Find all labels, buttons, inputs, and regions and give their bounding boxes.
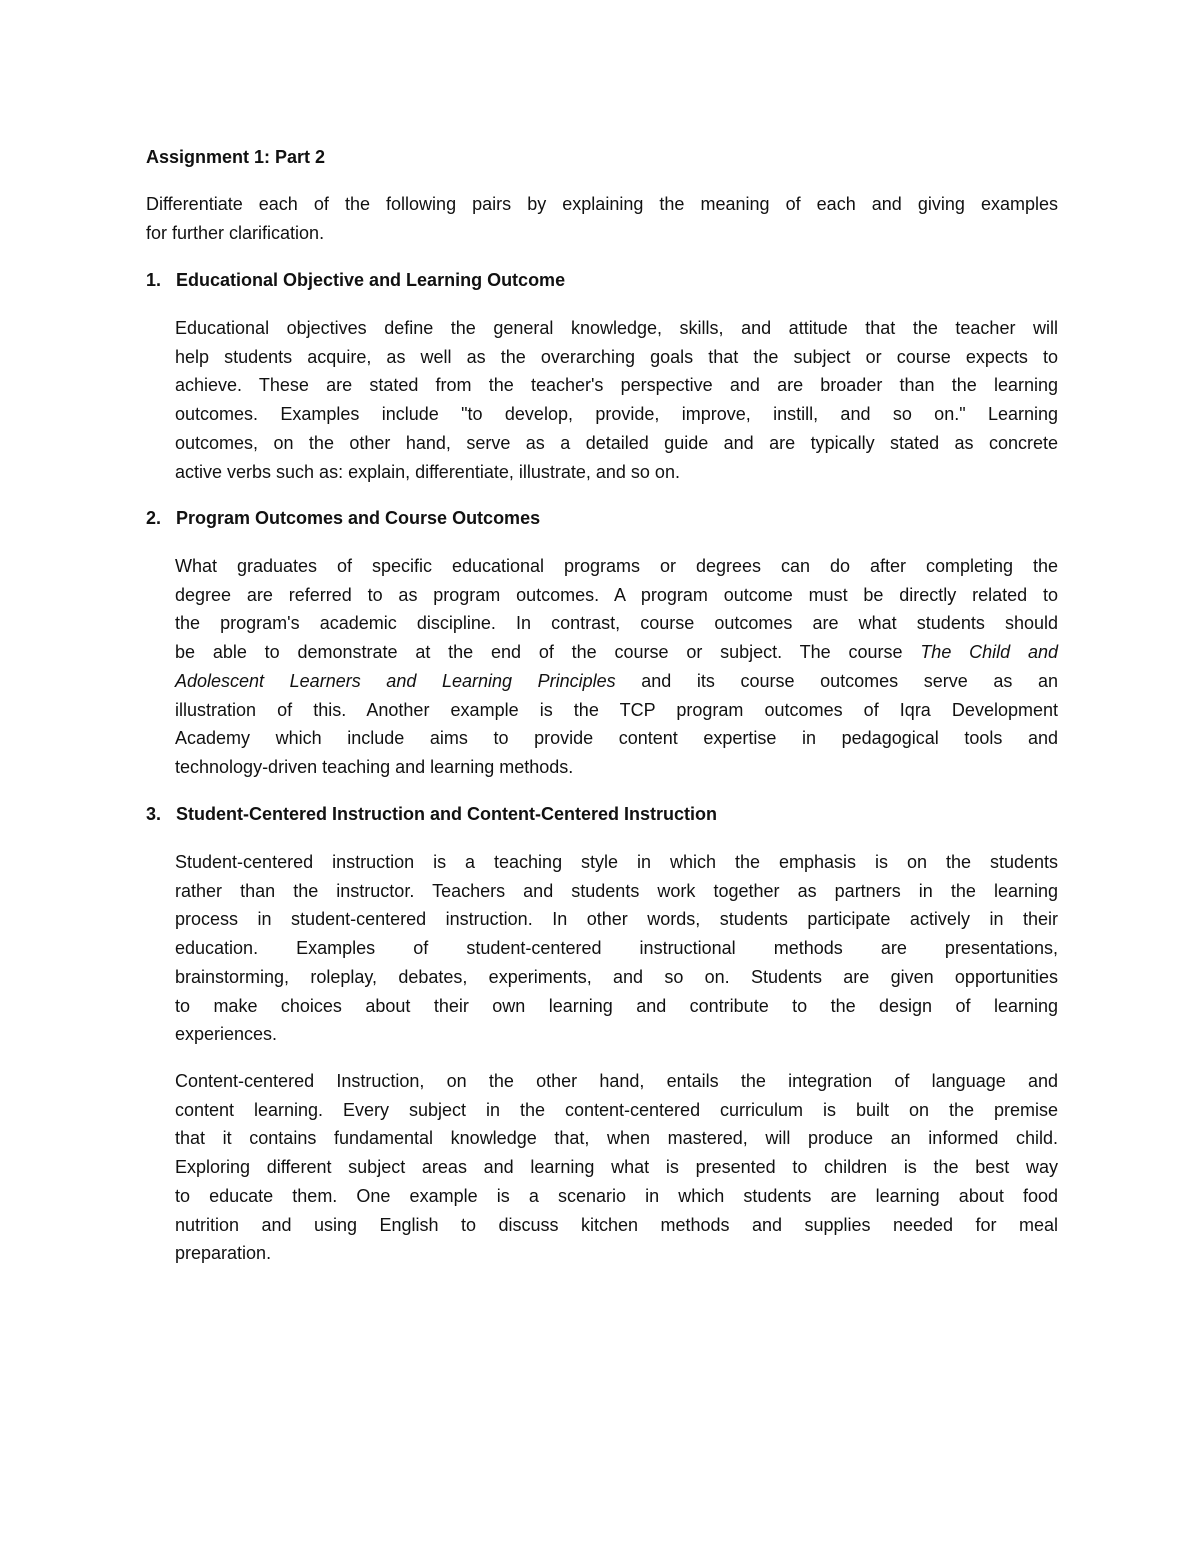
text-segment: process in student-centered instruction. In other words, students participate actively in their: [175, 909, 1058, 930]
text-segment: to make choices about their own learning and contribute to the design of learning: [175, 995, 1058, 1016]
text-line: [175, 1153, 1058, 1182]
text-segment: active verbs such as: explain, differentiate, illustrate, and so on.: [175, 461, 680, 482]
section-number: 3.: [146, 804, 162, 824]
text-segment: for further clarification.: [146, 222, 325, 243]
text-segment: nutrition and using English to discuss kitchen methods and supplies needed for meal: [175, 1214, 1058, 1235]
text-line: [146, 190, 1058, 219]
text-line: [175, 1182, 1058, 1211]
section-3-paragraph-1: [175, 848, 1058, 1049]
section-heading-text: Student-Centered Instruction and Content-Centered Instruction: [176, 804, 718, 824]
text-segment: be able to demonstrate at the end of the course or subject. The course: [175, 642, 921, 663]
text-segment: achieve. These are stated from the teacher's perspective and are broader than the learning: [175, 375, 1058, 396]
text-segment: degree are referred to as program outcomes. A program outcome must be directly related to: [175, 584, 1058, 605]
section-3-paragraph-2: [175, 1067, 1058, 1268]
text-line: [175, 552, 1058, 581]
text-segment: illustration of this. Another example is the TCP program outcomes of Iqra Development: [175, 699, 1058, 720]
text-segment: Exploring different subject areas and learning what is presented to children is the best way: [175, 1157, 1058, 1178]
text-line: [175, 667, 1058, 696]
text-line: [175, 1067, 1058, 1096]
text-segment: content learning. Every subject in the content-centered curriculum is built on the premise: [175, 1099, 1058, 1120]
text-line: [175, 753, 1058, 782]
text-line: [175, 934, 1058, 963]
italic-title-text: Adolescent Learners and Learning Principles: [175, 670, 616, 691]
text-segment: help students acquire, as well as the overarching goals that the subject or course expects to: [175, 346, 1058, 367]
text-segment: and its course outcomes serve as an: [615, 670, 1058, 691]
text-segment: Content-centered Instruction, on the other hand, entails the integration of language and: [175, 1071, 1058, 1091]
section-heading-text: Educational Objective and Learning Outcome: [176, 270, 566, 290]
intro-paragraph: [146, 190, 1058, 247]
section-heading-3: [146, 800, 1058, 829]
text-segment: to educate them. One example is a scenario in which students are learning about food: [175, 1185, 1058, 1206]
text-segment: What graduates of specific educational programs or degrees can do after completing the: [175, 556, 1058, 576]
text-segment: Educational objectives define the general knowledge, skills, and attitude that the teacher will: [175, 318, 1058, 338]
section-heading-1: [146, 266, 1058, 295]
text-line: [175, 1239, 1058, 1268]
italic-title-text: The Child and: [920, 642, 1058, 663]
text-line: [175, 696, 1058, 725]
text-line: [175, 638, 1058, 667]
section-1-paragraph: [175, 314, 1058, 486]
text-segment: education. Examples of student-centered instructional methods are presentations,: [175, 938, 1058, 959]
document-title: Assignment 1: Part 2: [146, 147, 326, 167]
text-line: [175, 1096, 1058, 1125]
text-segment: brainstorming, roleplay, debates, experiments, and so on. Students are given opportunities: [175, 966, 1058, 987]
text-line: [175, 905, 1058, 934]
text-line: [175, 314, 1058, 343]
section-number: 2.: [146, 508, 162, 528]
section-heading-2: [146, 504, 1058, 533]
text-segment: Student-centered instruction is a teaching style in which the emphasis is on the students: [175, 852, 1058, 872]
text-line: [175, 343, 1058, 372]
text-segment: Differentiate each of the following pairs by explaining the meaning of each and giving examples: [146, 194, 1058, 214]
section-2-paragraph: [175, 552, 1058, 782]
text-line: [175, 1124, 1058, 1153]
section-number: 1.: [146, 270, 162, 290]
text-line: [175, 963, 1058, 992]
text-segment: the program's academic discipline. In contrast, course outcomes are what students should: [175, 613, 1058, 634]
text-line: [175, 1020, 1058, 1049]
text-line: [175, 371, 1058, 400]
text-line: [146, 219, 1058, 248]
text-segment: preparation.: [175, 1243, 272, 1264]
text-line: [175, 458, 1058, 487]
text-segment: experiences.: [175, 1024, 278, 1045]
text-line: [175, 848, 1058, 877]
text-segment: outcomes, on the other hand, serve as a detailed guide and are typically stated as concrete: [175, 432, 1058, 453]
text-line: [175, 877, 1058, 906]
text-segment: Academy which include aims to provide content expertise in pedagogical tools and: [175, 728, 1058, 749]
text-line: [175, 609, 1058, 638]
section-heading-text: Program Outcomes and Course Outcomes: [176, 508, 541, 528]
text-line: [175, 400, 1058, 429]
text-line: [175, 992, 1058, 1021]
text-segment: that it contains fundamental knowledge that, when mastered, will produce an informed child.: [175, 1128, 1058, 1149]
text-line: [175, 429, 1058, 458]
text-segment: outcomes. Examples include "to develop, provide, improve, instill, and so on." Learning: [175, 404, 1058, 425]
text-segment: rather than the instructor. Teachers and students work together as partners in the learning: [175, 880, 1058, 901]
text-segment: technology-driven teaching and learning methods.: [175, 756, 574, 777]
text-line: [175, 581, 1058, 610]
text-line: [175, 1211, 1058, 1240]
text-line: [175, 724, 1058, 753]
